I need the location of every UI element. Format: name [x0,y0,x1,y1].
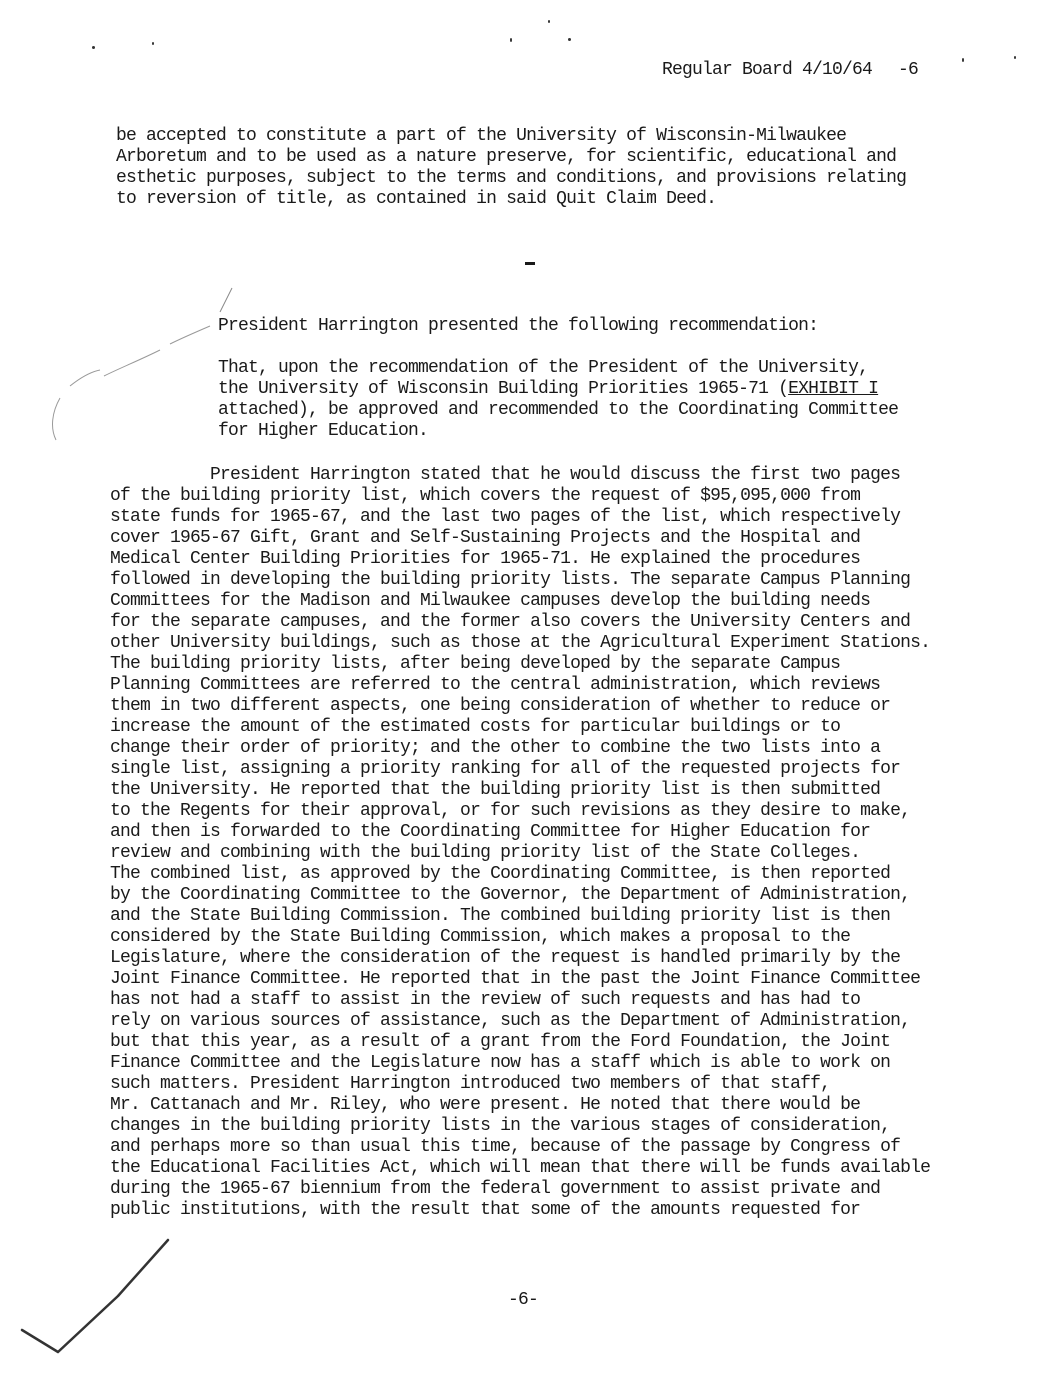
text-line: them in two different aspects, one being consideration of whether to reduce or [110,696,891,716]
text-line: the Educational Facilities Act, which will mean that there will be funds available [110,1158,931,1178]
text-line: attached), be approved and recommended to the Coordinating Committee [218,400,899,420]
text-line: change their order of priority; and the other to combine the two lists into a [110,738,881,758]
text-line: be accepted to constitute a part of the University of Wisconsin-Milwaukee [116,126,847,146]
text-line: to reversion of title, as contained in said Quit Claim Deed. [116,189,717,209]
text-line: other University buildings, such as those at the Agricultural Experiment Stations. [110,633,931,653]
text-line: single list, assigning a priority ranking for all of the requested projects for [110,759,901,779]
intro-line: President Harrington presented the following recommendation: [218,316,819,336]
text-line: Joint Finance Committee. He reported that in the past the Joint Finance Committee [110,969,921,989]
text-line: cover 1965-67 Gift, Grant and Self-Sustaining Projects and the Hospital and [110,528,861,548]
text-line: by the Coordinating Committee to the Governor, the Department of Administration, [110,885,911,905]
text-line: to the Regents for their approval, or for such revisions as they desire to make, [110,801,911,821]
text-line: during the 1965-67 biennium from the federal government to assist private and [110,1179,881,1199]
pencil-tick-mark [220,288,232,312]
text-line: rely on various sources of assistance, such as the Department of Administration, [110,1011,911,1031]
text-line: and then is forwarded to the Coordinating Committee for Higher Education for [110,822,871,842]
text-line: Legislature, where the consideration of the request is handled primarily by the [110,948,901,968]
text-line: of the building priority list, which covers the request of $95,095,000 from [110,486,861,506]
text-line: considered by the State Building Commission, which makes a proposal to the [110,927,851,947]
page-footer: -6- [508,1290,539,1310]
text-line: and the State Building Commission. The combined building priority list is then [110,906,891,926]
text-line: increase the amount of the estimated costs for particular buildings or to [110,717,841,737]
text-line: The combined list, as approved by the Coordinating Committee, is then reported [110,864,891,884]
text-line: such matters. President Harrington introduced two members of that staff, [110,1074,831,1094]
text-line-part: the University of Wisconsin Building Priorities 1965-71 ( [218,379,789,399]
check-mark [22,1240,168,1352]
text-line: for Higher Education. [218,421,429,441]
text-line: changes in the building priority lists in the various stages of consideration, [110,1116,891,1136]
text-line: Arboretum and to be used as a nature preserve, for scientific, educational and [116,147,897,167]
text-line: review and combining with the building priority list of the State Colleges. [110,843,861,863]
header-title: Regular Board 4/10/64 [662,60,873,80]
text-line: and perhaps more so than usual this time, because of the passage by Congress of [110,1137,901,1157]
text-line: esthetic purposes, subject to the terms and conditions, and provisions relating [116,168,907,188]
text-line: for the separate campuses, and the former also covers the University Centers and [110,612,911,632]
text-line: That, upon the recommendation of the President of the University, [218,358,869,378]
text-line: Planning Committees are referred to the central administration, which reviews [110,675,881,695]
text-line: The building priority lists, after being developed by the separate Campus [110,654,841,674]
exhibit-reference: EXHIBIT I [788,379,879,399]
header-page-ref: -6 [898,60,919,80]
text-line: public institutions, with the result that some of the amounts requested for [110,1200,861,1220]
text-line: Finance Committee and the Legislature now has a staff which is able to work on [110,1053,891,1073]
text-line: President Harrington stated that he would discuss the first two pages [110,465,901,485]
text-line: followed in developing the building priority lists. The separate Campus Planning [110,570,911,590]
text-line: has not had a staff to assist in the review of such requests and has had to [110,990,861,1010]
text-line: Medical Center Building Priorities for 1965-71. He explained the procedures [110,549,861,569]
text-line: Committees for the Madison and Milwaukee campuses develop the building needs [110,591,871,611]
pencil-margin-note [53,326,210,440]
text-line: Mr. Cattanach and Mr. Riley, who were present. He noted that there would be [110,1095,861,1115]
text-line: state funds for 1965-67, and the last two pages of the list, which respectively [110,507,901,527]
text-line: the University. He reported that the building priority list is then submitted [110,780,881,800]
text-line: but that this year, as a result of a grant from the Ford Foundation, the Joint [110,1032,891,1052]
